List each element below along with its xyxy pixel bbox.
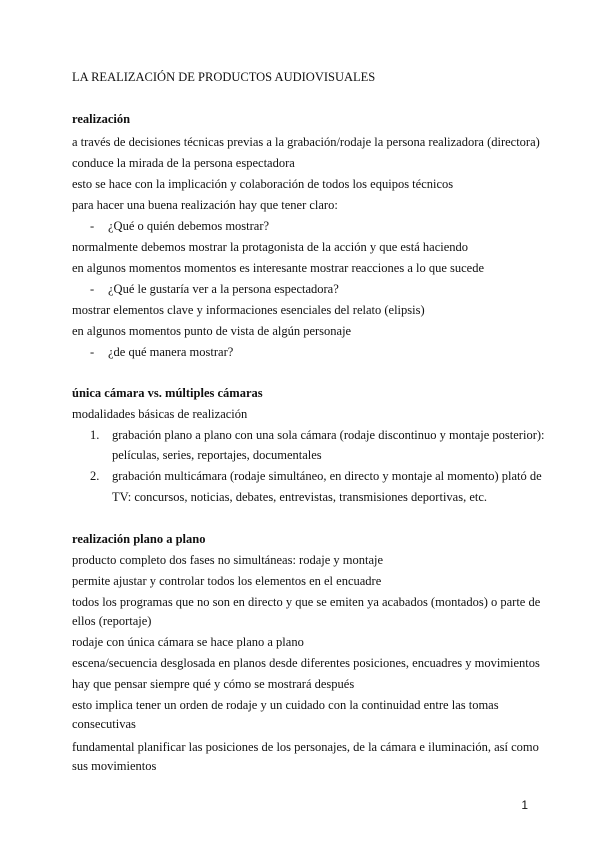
list-item-line: TV: concursos, noticias, debates, entrevistas, transmisiones deportivas, etc. xyxy=(112,490,488,504)
list-item-line: grabación plano a plano con una sola cámara (rodaje discontinuo y montaje posterior): xyxy=(112,428,545,442)
paragraph-line: ellos (reportaje) xyxy=(72,614,152,628)
paragraph-line: mostrar elementos clave y informaciones esenciales del relato (elipsis) xyxy=(72,303,425,317)
paragraph-line: normalmente debemos mostrar la protagonista de la acción y que está haciendo xyxy=(72,240,469,254)
paragraph-line: en algunos momentos momentos es interesante mostrar reacciones a lo que sucede xyxy=(72,261,485,275)
paragraph-line: para hacer una buena realización hay que tener claro: xyxy=(72,198,338,212)
paragraph-line: sus movimientos xyxy=(72,759,157,773)
paragraph-line: esto se hace con la implicación y colaboración de todos los equipos técnicos xyxy=(72,177,454,191)
document-title: LA REALIZACIÓN DE PRODUCTOS AUDIOVISUALES xyxy=(72,70,376,84)
paragraph-line: esto implica tener un orden de rodaje y un cuidado con la continuidad entre las tomas xyxy=(72,698,499,712)
bullet-question: ¿Qué le gustaría ver a la persona espectadora? xyxy=(108,282,339,296)
bullet-dash: - xyxy=(90,219,95,233)
paragraph-line: permite ajustar y controlar todos los elementos en el encuadre xyxy=(72,574,382,588)
paragraph-line: modalidades básicas de realización xyxy=(72,407,248,421)
section-heading-camaras: única cámara vs. múltiples cámaras xyxy=(72,386,263,400)
section-heading-plano-a-plano: realización plano a plano xyxy=(72,532,206,546)
paragraph-line: hay que pensar siempre qué y cómo se mostrará después xyxy=(72,677,355,691)
paragraph-line: en algunos momentos punto de vista de algún personaje xyxy=(72,324,352,338)
bullet-question: ¿de qué manera mostrar? xyxy=(108,345,234,359)
paragraph-line: fundamental planificar las posiciones de los personajes, de la cámara e iluminación, así como xyxy=(72,740,539,754)
bullet-question: ¿Qué o quién debemos mostrar? xyxy=(108,219,270,233)
bullet-dash: - xyxy=(90,282,95,296)
bullet-dash: - xyxy=(90,345,95,359)
paragraph-line: conduce la mirada de la persona espectadora xyxy=(72,156,295,170)
paragraph-line: rodaje con única cámara se hace plano a plano xyxy=(72,635,304,649)
paragraph-line: todos los programas que no son en directo y que se emiten ya acabados (montados) o parte de xyxy=(72,595,541,609)
list-number: 2. xyxy=(90,469,100,483)
page-number: 1 xyxy=(521,798,528,812)
list-item-line: películas, series, reportajes, documentales xyxy=(112,448,322,462)
paragraph-line: a través de decisiones técnicas previas a la grabación/rodaje la persona realizadora (directora) xyxy=(72,135,540,149)
section-heading-realizacion: realización xyxy=(72,112,131,126)
paragraph-line: producto completo dos fases no simultáneas: rodaje y montaje xyxy=(72,553,384,567)
paragraph-line: escena/secuencia desglosada en planos desde diferentes posiciones, encuadres y movimientos xyxy=(72,656,540,670)
list-number: 1. xyxy=(90,428,100,442)
paragraph-line: consecutivas xyxy=(72,717,136,731)
list-item-line: grabación multicámara (rodaje simultáneo, en directo y montaje al momento) plató de xyxy=(112,469,542,483)
